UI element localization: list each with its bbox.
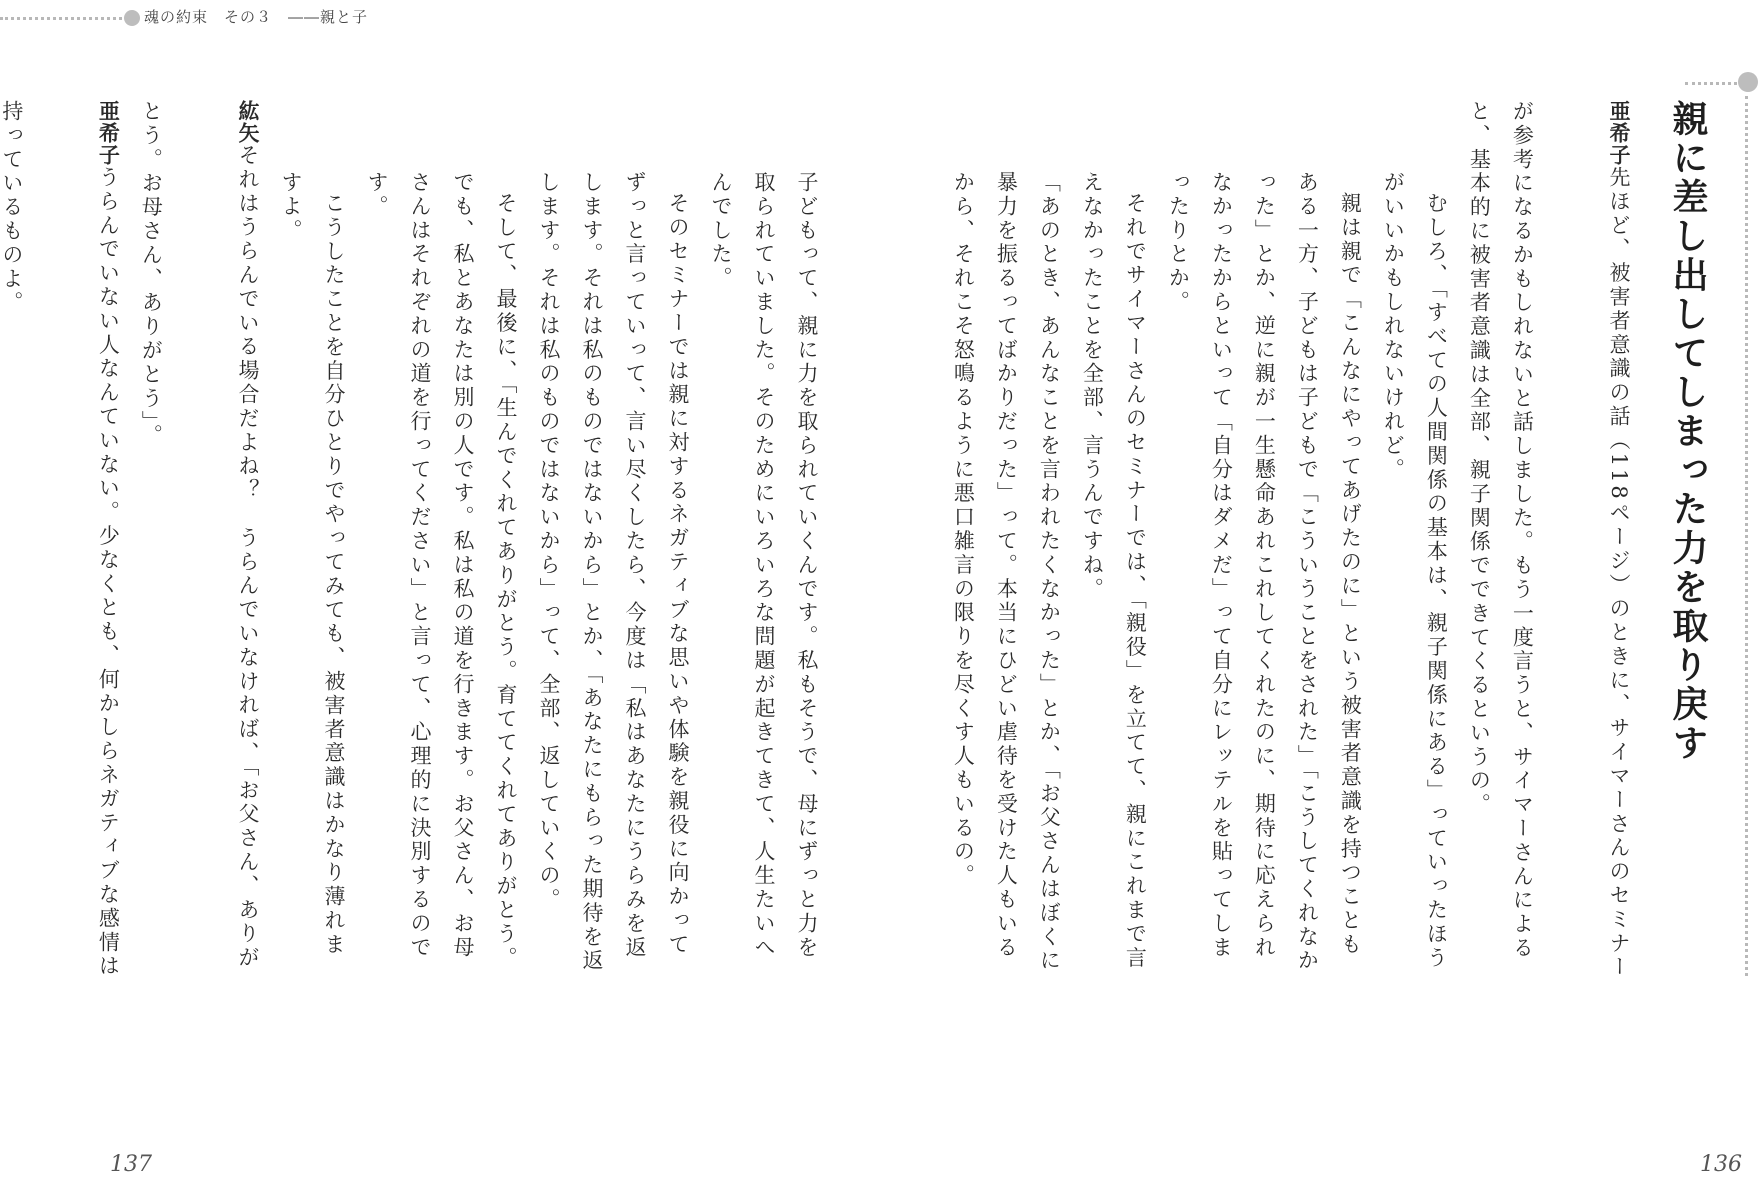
speaker-name: 紘矢: [236, 100, 260, 144]
dialogue-line: [0, 100, 129, 980]
running-head: 魂の約束 その３ ――親と子: [144, 8, 369, 26]
speaker-name: 亜希子: [1607, 100, 1631, 166]
section-heading: 親に差し出してしまった力を取り戻す: [1667, 100, 1708, 763]
corner-decoration-dots: [1685, 82, 1737, 85]
paragraph: こうしたことを自分ひとりでやってみても、被害者意識はかなり薄れますよ。: [279, 171, 346, 958]
dialogue-line: [1457, 100, 1640, 980]
left-page-body: [0, 100, 828, 980]
paragraph: 親は親で「こんなにやってあげたのに」という被害者意識を持つこともある一方、子どもは子どもで「こういうことをされた」「こうしてくれなかった」とか、逆に親が一生懸命あれこれしてくれたのに、期待に応えられなかったからといって「自分はダメだ」って自分にレッテルを貼ってしまったりとか。: [1166, 171, 1363, 974]
page-number-right: 136: [1700, 1152, 1742, 1177]
paragraph: 子どもって、親に力を取られていくんです。私もそうで、母にずっと力を取られていました。そのためにいろいろな問題が起きてきて、人生たいへんでした。: [709, 171, 819, 961]
paragraph: それでサイマーさんのセミナーでは、「親役」を立てて、親にこれまで言えなかったことを全部、言うんですね。: [1080, 171, 1148, 971]
page-number-left: 137: [110, 1152, 152, 1177]
margin-decoration-dotted-line: [1745, 96, 1748, 976]
corner-decoration-bullet-icon: [1738, 72, 1758, 92]
running-head-bullet-icon: [124, 10, 140, 26]
paragraph: むしろ、「すべての人間関係の基本は、親子関係にある」っていったほうがいいかもしれないけれど。: [1381, 171, 1449, 971]
paragraph: そのセミナーでは親に対するネガティブな思いや体験を親役に向かってずっと言っていって、言い尽くしたら、今度は「私はあなたにうらみを返します。それは私のものではないから」とか、「あなたにもらった期待を返します。それは私のものではないから」って、全部、返していくの。: [537, 171, 690, 974]
dialogue-text: うらんでいない人なんていない。少なくとも、何かしらネガティブな感情は持っているものよ。: [0, 100, 121, 979]
dialogue-line: [129, 100, 269, 980]
dialogue-text: 先ほど、被害者意識の話（118ページ）のときに、サイマーさんのセミナーが参考になるかもしれないと話しました。もう一度言うと、サイマーさんによると、基本的に被害者意識は全部、親子関係でできてくるというの。: [1467, 100, 1631, 980]
right-page-body: [951, 100, 1640, 980]
paragraph: 「あのとき、あんなことを言われたくなかった」とか、「お父さんはぼくに暴力を振るってばかりだった」って。本当にひどい虐待を受けた人もいるから、それこそ怒鳴るように悪口雑言の限りを尽くす人もいるの。: [951, 171, 1062, 974]
dialogue-text: それはうらんでいる場合だよね？ うらんでいなければ、「お父さん、ありがとう。お母さん、ありがとう」。: [139, 100, 260, 970]
running-head-dots: [0, 17, 122, 20]
paragraph: そして、最後に、「生んでくれてありがとう。育ててくれてありがとう。でも、私とあなたは別の人です。私は私の道を行きます。お父さん、お母さんはそれぞれの道を行ってください」と言って、心理的に決別するのです。: [365, 171, 518, 971]
speaker-name: 亜希子: [96, 100, 121, 166]
